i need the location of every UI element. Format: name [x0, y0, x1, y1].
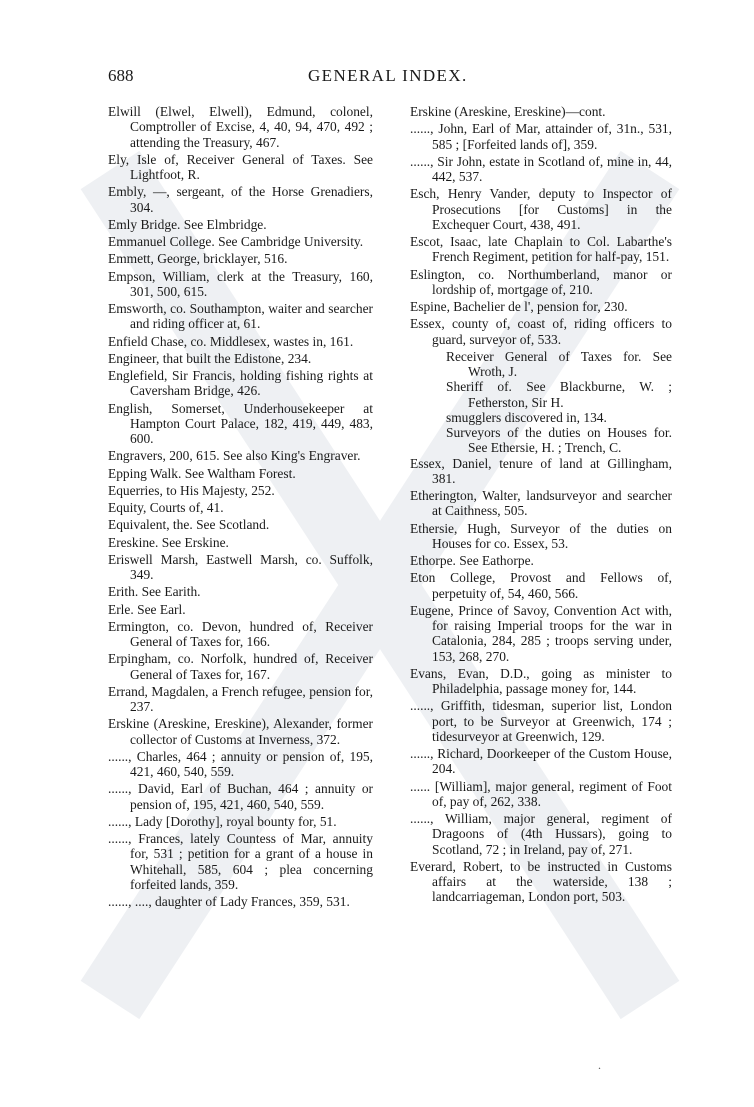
entry-text: manor or lordship of, mortgage of, 210.: [432, 266, 672, 297]
entry-heading: Everard, Robert,: [410, 858, 503, 874]
entry-heading: ......, Lady [Dorothy],: [108, 813, 223, 829]
entry-text: See Ethersie, H. ; Trench, C.: [468, 440, 622, 456]
entry-heading: Erpingham, co. Norfolk,: [108, 651, 247, 667]
entry-text: Underhousekeeper at Hampton Court Palace, 182, 419, 449, 483, 600.: [130, 400, 373, 446]
entry-heading: Empson, William,: [108, 268, 210, 284]
index-entry: [108, 749, 373, 780]
entry-heading: English, Somerset,: [108, 400, 225, 416]
index-entry: [410, 186, 672, 232]
entry-heading: ......, Charles,: [108, 748, 182, 764]
entry-heading: ......, John, Earl of Mar,: [410, 121, 541, 137]
entry-heading: Eton College,: [410, 570, 496, 586]
entry-heading: Englefield, Sir Francis,: [108, 368, 236, 383]
entry-text: a French refugee, pension for, 237.: [130, 683, 374, 714]
index-entry: [410, 316, 672, 347]
index-entry: [410, 698, 672, 744]
entry-heading: Equerries,: [108, 482, 163, 498]
index-entry: [108, 466, 373, 481]
entry-text: Provost and Fellows of, perpetuity of, 54, 460, 566.: [432, 570, 672, 601]
entry-heading: Ethersie, Hugh,: [410, 520, 501, 536]
index-entry: [410, 379, 672, 410]
index-entry: [410, 349, 672, 380]
index-entry: [108, 781, 373, 812]
entry-text: Receiver General of Taxes. See Lightfoot, R.: [130, 151, 373, 182]
entry-text: Convention Act with, for raising Imperial troops for the war in Catalonia, 284, 285 ; troops serving under, 153, 268, 270.: [432, 602, 672, 664]
entry-text: wastes in, 161.: [273, 333, 354, 349]
index-entry: [108, 401, 373, 447]
entry-heading: ......, ....,: [108, 894, 152, 909]
corner-mark: .: [598, 1058, 601, 1072]
entry-heading: ......, Richard,: [410, 746, 484, 761]
entry-text: Courts of, 41.: [149, 500, 224, 515]
entry-text: county of, coast of, riding officers to guard, surveyor of, 533.: [432, 316, 672, 347]
index-entry: [410, 779, 672, 810]
entry-heading: Erle.: [108, 601, 134, 617]
index-entry: [108, 517, 373, 532]
index-entry: [410, 267, 672, 298]
entry-text: attainder of, 31n., 531, 585 ; [Forfeited lands of], 359.: [432, 121, 672, 152]
entry-text: that built the Edistone, 234.: [162, 350, 312, 366]
entry-heading: Elwill (Elwel, Elwell), Edmund,: [108, 104, 316, 119]
entry-heading: ......, Griffith,: [410, 698, 486, 714]
entry-heading: Etherington, Walter,: [410, 488, 521, 503]
entry-text: estate in Scotland of, mine in, 44, 442, 537.: [432, 153, 672, 184]
index-entry: [108, 217, 373, 232]
index-entry: [410, 570, 672, 601]
entry-heading: Emly Bridge.: [108, 216, 181, 232]
index-entry: [410, 425, 672, 456]
index-entry: [108, 651, 373, 682]
index-entry: [108, 619, 373, 650]
entry-text: Doorkeeper of the Custom House, 204.: [432, 746, 672, 777]
entry-heading: Ethorpe.: [410, 553, 456, 568]
entry-heading: smugglers discovered in,: [446, 409, 580, 425]
entry-heading: Eugene, Prince of Savoy,: [410, 602, 550, 618]
index-entry: [108, 104, 373, 150]
entry-text: lately Countess of Mar, annuity for, 531 ; petition for a grant of a house in Whitehall, 585, 604 ; plea concerning forfeited lands, 359.: [130, 831, 373, 892]
entry-text: major general, regiment of Foot of, pay of, 262, 338.: [432, 778, 673, 809]
entry-heading: Receiver General of Taxes for.: [446, 348, 642, 364]
index-entry: [410, 553, 672, 568]
entry-heading: Errand, Magdalen,: [108, 683, 209, 699]
index-entry: [410, 811, 672, 857]
index-entry: [410, 859, 672, 905]
entry-text: See Erskine.: [161, 534, 229, 550]
entry-heading: Erskine (Areskine, Ereskine)—cont.: [410, 104, 606, 119]
page-title: GENERAL INDEX.: [308, 66, 468, 85]
entry-text: royal bounty for, 51.: [226, 813, 337, 829]
index-entry: [410, 154, 672, 185]
entry-text: 200, 615. See also King's Engraver.: [169, 448, 361, 464]
index-entry: [108, 535, 373, 550]
entry-text: See Waltham Forest.: [184, 465, 296, 481]
entry-text: to be instructed in Customs affairs at the waterside, 138 ; landcarriageman, London port, 503.: [432, 858, 672, 905]
index-entry: [410, 104, 672, 119]
entry-heading: Evans, Evan, D.D.,: [410, 665, 530, 681]
entry-text: 464 ; annuity or pension of, 195, 421, 460, 540, 559.: [130, 781, 374, 812]
entry-text: See Eathorpe.: [459, 553, 534, 568]
entry-text: See Earith.: [141, 584, 201, 600]
index-entry: [410, 456, 672, 487]
entry-text: See Earl.: [137, 601, 186, 617]
entry-heading: Engineer,: [108, 350, 160, 366]
entry-heading: Equity,: [108, 500, 147, 515]
entry-text: former collector of Customs at Inverness, 372.: [130, 716, 374, 747]
index-entry: [410, 234, 672, 265]
left-column: [108, 104, 373, 911]
entry-text: tenure of land at Gillingham, 381.: [432, 455, 672, 486]
entry-heading: Emmett, George,: [108, 251, 200, 267]
index-entry: [108, 500, 373, 515]
index-entry: [410, 121, 672, 152]
entry-heading: Enfield Chase, co. Middlesex,: [108, 333, 270, 349]
entry-heading: Equivalent, the.: [108, 517, 193, 533]
entry-text: See Wroth, J.: [468, 348, 672, 379]
entry-heading: ......, William,: [410, 811, 492, 826]
index-entry: [410, 603, 672, 664]
index-entry: [410, 666, 672, 697]
index-entry: [108, 251, 373, 266]
index-entry: [410, 299, 672, 314]
entry-text: sergeant, of the Horse Grenadiers, 304.: [130, 184, 373, 215]
entry-text: waiter and searcher and riding officer at, 61.: [130, 301, 374, 332]
entry-heading: ......, Frances,: [108, 831, 184, 846]
entry-text: hundred of, Receiver General of Taxes for, 166.: [130, 618, 374, 649]
entry-text: See Cambridge University.: [218, 234, 364, 249]
index-entry: [108, 184, 373, 215]
entry-text: colonel, Comptroller of Excise, 4, 40, 94, 470, 492 ; attending the Treasury, 467.: [130, 104, 373, 150]
index-entry: [410, 488, 672, 519]
entry-heading: Eriswell Marsh, Eastwell Marsh,: [108, 551, 298, 567]
entry-text: holding fishing rights at Caversham Bridge, 426.: [130, 368, 373, 399]
entry-heading: Embly, —,: [108, 184, 170, 200]
index-entry: [108, 684, 373, 715]
index-entry: [108, 552, 373, 583]
index-entry: [410, 746, 672, 777]
entry-heading: Eslington, co. Northumberland,: [410, 266, 600, 282]
entry-text: going as minister to Philadelphia, passage money for, 144.: [432, 665, 673, 696]
index-entry: [108, 584, 373, 599]
entry-heading: ......, David, Earl of Buchan,: [108, 781, 272, 797]
entry-text: 464 ; annuity or pension of, 195, 421, 460, 540, 559.: [130, 748, 373, 779]
index-entry: [108, 368, 373, 399]
entry-heading: Emmanuel College.: [108, 234, 215, 249]
entry-heading: Esch, Henry Vander,: [410, 186, 531, 202]
entry-text: major general, regiment of Dragoons of (4th Hussars), going to Scotland, 72 ; in Ireland, pay of, 271.: [432, 811, 672, 857]
index-entry: [108, 301, 373, 332]
entry-text: daughter of Lady Frances, 359, 531.: [155, 894, 350, 909]
entry-heading: Ereskine.: [108, 534, 159, 550]
entry-text: pension for, 230.: [537, 299, 628, 314]
entry-text: See Elmbridge.: [183, 216, 267, 232]
index-entry: [108, 351, 373, 366]
entry-text: See Scotland.: [196, 517, 270, 533]
entry-text: clerk at the Treasury, 160, 301, 500, 615.: [130, 268, 373, 299]
entry-heading: ...... [William],: [410, 778, 491, 794]
entry-text: landsurveyor and searcher at Caithness, 505.: [432, 488, 673, 519]
entry-text: to His Majesty, 252.: [166, 482, 275, 498]
entry-text: tidesman, superior list, London port, to be Surveyor at Greenwich, 174 ; tidesurveyor at Greenwich, 129.: [432, 698, 673, 744]
index-entry: [108, 483, 373, 498]
page-number: 688: [108, 66, 134, 85]
entry-text: Surveyor of the duties on Houses for co. Essex, 53.: [432, 520, 672, 551]
index-entry: [108, 831, 373, 892]
entry-heading: Essex, Daniel,: [410, 455, 492, 471]
entry-text: deputy to Inspector of Prosecutions [for Customs] in the Exchequer Court, 438, 491.: [432, 186, 673, 232]
entry-heading: Espine, Bachelier de l',: [410, 299, 534, 314]
entry-heading: Ely, Isle of,: [108, 151, 179, 167]
index-entry: [108, 814, 373, 829]
entry-heading: Erskine (Areskine, Ereskine), Alexander,: [108, 716, 332, 732]
index-entry: [108, 448, 373, 463]
entry-text: bricklayer, 516.: [203, 251, 288, 267]
index-entry: [108, 602, 373, 617]
index-entry: [410, 410, 672, 425]
index-entry: [108, 334, 373, 349]
entry-heading: Erith.: [108, 584, 139, 600]
entry-heading: ......, Sir John,: [410, 153, 486, 169]
entry-text: See Blackburne, W. ; Fetherston, Sir H.: [468, 379, 673, 410]
entry-heading: Engravers,: [108, 448, 166, 464]
entry-text: late Chaplain to Col. Labarthe's French Regiment, petition for half-pay, 151.: [432, 234, 673, 265]
index-entry: [108, 894, 373, 909]
entry-heading: Essex,: [410, 316, 445, 332]
entry-text: hundred of, Receiver General of Taxes for, 167.: [130, 651, 373, 682]
entry-heading: Surveyors of the duties on Houses for.: [446, 425, 672, 440]
entry-heading: Ermington, co. Devon,: [108, 618, 242, 634]
index-entry: [108, 269, 373, 300]
index-entry: [108, 152, 373, 183]
entry-text: 134.: [583, 409, 607, 425]
index-entry: [108, 716, 373, 747]
entry-heading: Epping Walk.: [108, 465, 182, 481]
entry-heading: Emsworth, co. Southampton,: [108, 301, 265, 316]
entry-text: co. Suffolk, 349.: [130, 551, 373, 582]
right-column: [410, 104, 672, 907]
entry-heading: Escot, Isaac,: [410, 234, 482, 249]
entry-heading: Sheriff of.: [446, 379, 512, 395]
index-entry: [410, 521, 672, 552]
index-entry: [108, 234, 373, 249]
